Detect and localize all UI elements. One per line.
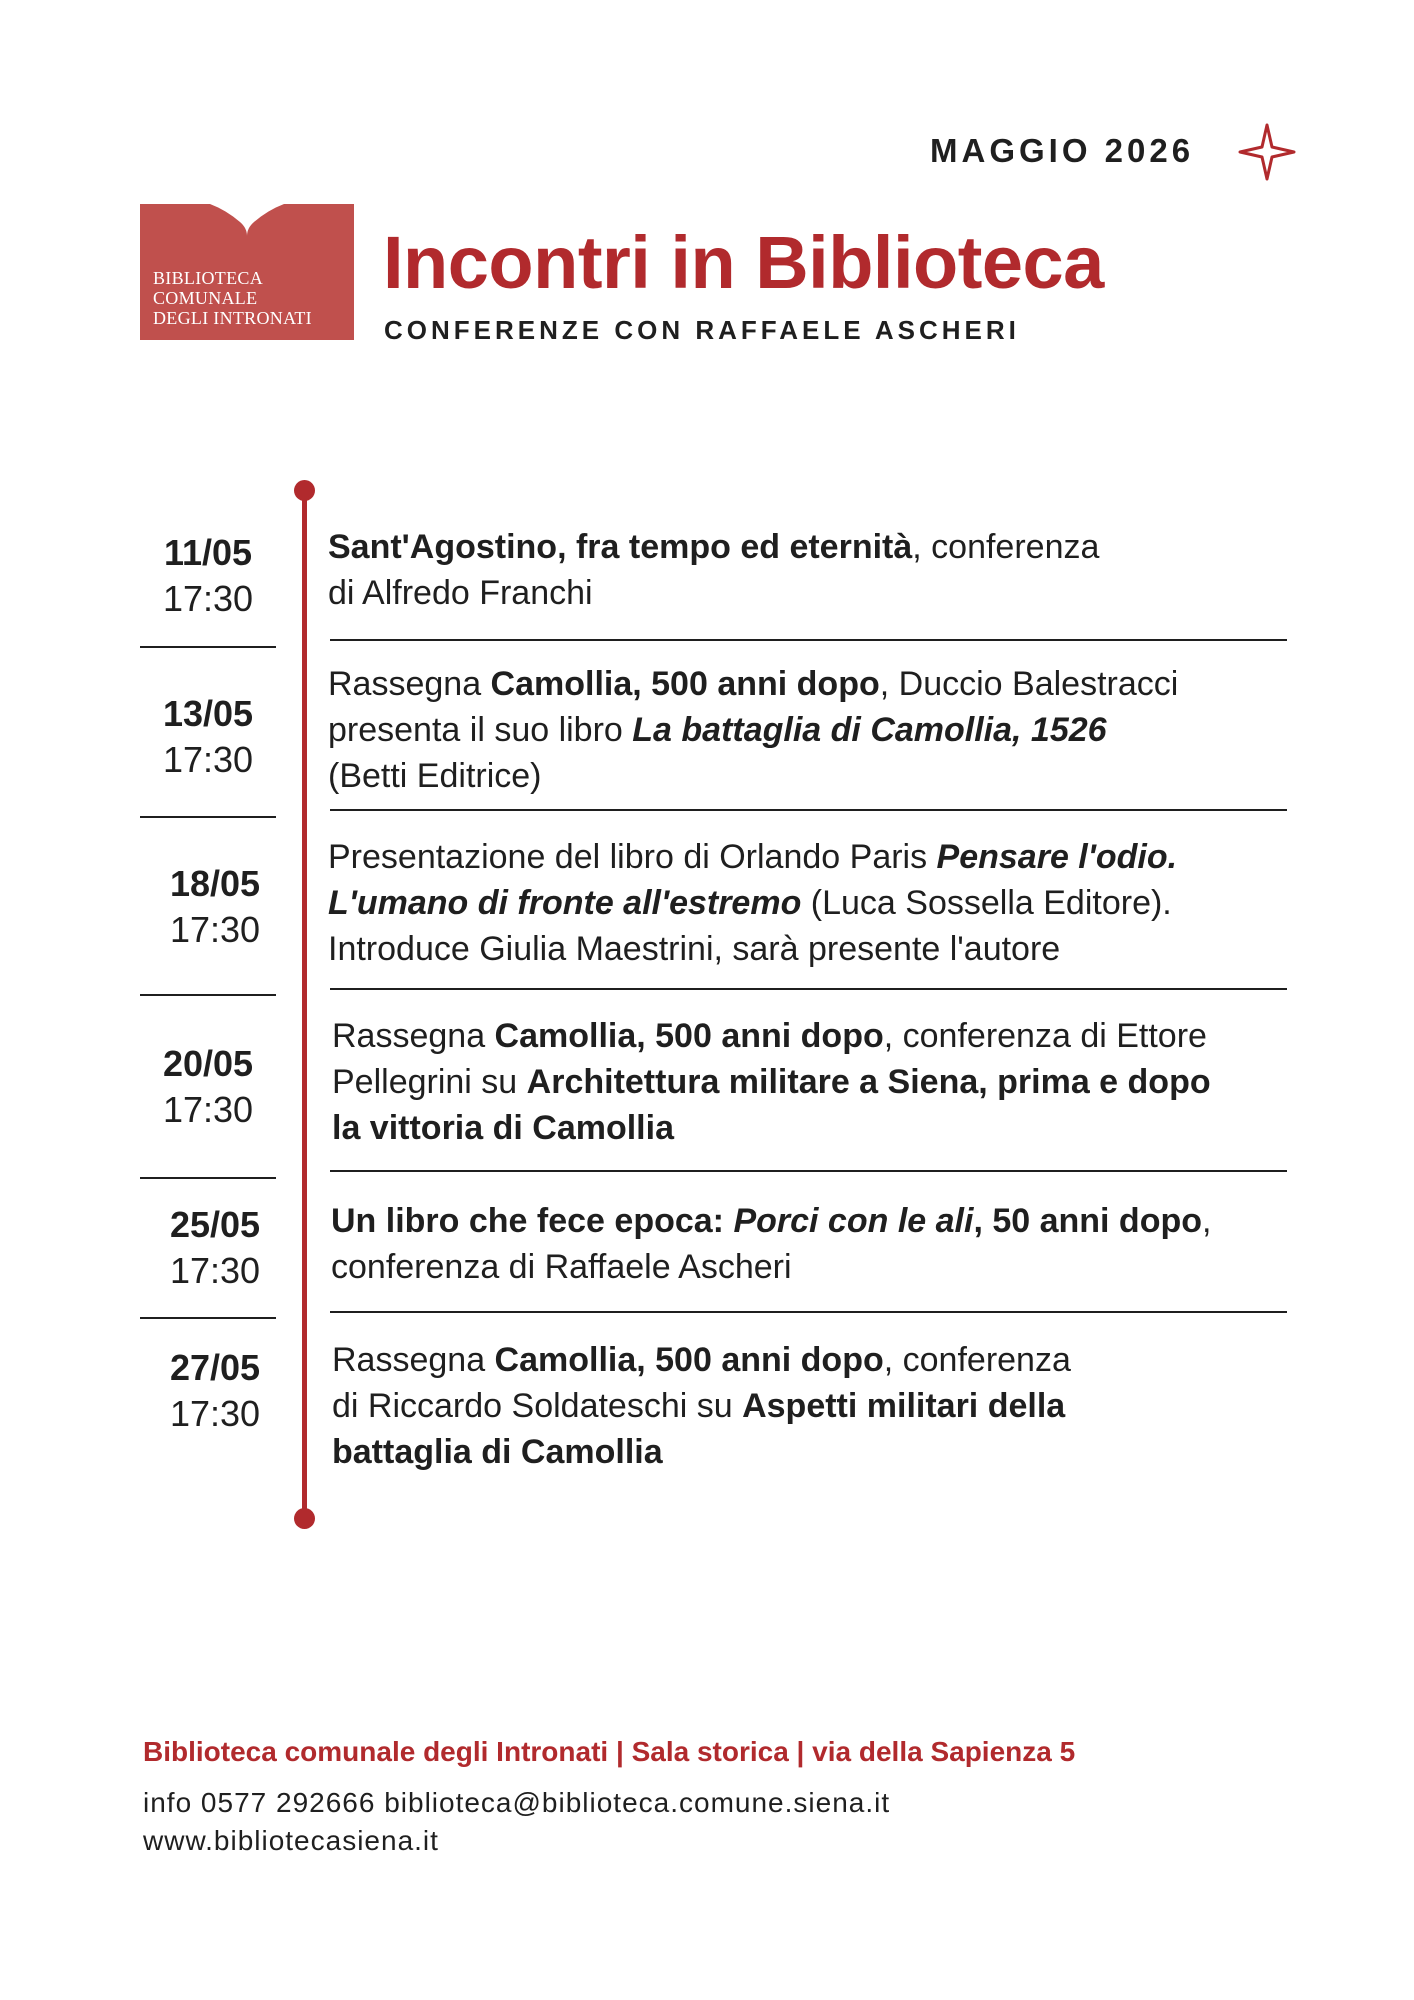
divider bbox=[140, 646, 276, 648]
event-date: 27/05 bbox=[169, 1347, 261, 1388]
event-description: Rassegna Camollia, 500 anni dopo, conferenza di Riccardo Soldateschi su Aspetti militari della battaglia di Camollia bbox=[332, 1341, 1071, 1471]
event-description: Rassegna Camollia, 500 anni dopo, Duccio Balestracci presenta il suo libro La battaglia di Camollia, 1526 (Betti Editrice) bbox=[328, 665, 1179, 795]
event-description: Un libro che fece epoca: Porci con le ali, 50 anni dopo, conferenza di Raffaele Ascheri bbox=[331, 1202, 1212, 1286]
event-time: 17:30 bbox=[162, 1089, 254, 1130]
event-description: Rassegna Camollia, 500 anni dopo, conferenza di Ettore Pellegrini su Architettura militare a Siena, prima e dopo la vittoria di Camollia bbox=[332, 1017, 1211, 1147]
event-time: 17:30 bbox=[169, 1250, 261, 1291]
event-description: Sant'Agostino, fra tempo ed eternità, conferenza di Alfredo Franchi bbox=[328, 528, 1100, 612]
event-time: 17:30 bbox=[162, 578, 254, 619]
footer-contact: info 0577 292666 biblioteca@biblioteca.comune.siena.it bbox=[143, 1787, 891, 1818]
event-date: 20/05 bbox=[162, 1043, 254, 1084]
divider bbox=[140, 994, 276, 996]
logo-line: BIBLIOTECA bbox=[153, 268, 263, 288]
event-date: 13/05 bbox=[162, 693, 254, 734]
divider bbox=[330, 809, 1287, 811]
divider bbox=[330, 1311, 1287, 1313]
timeline-start-dot bbox=[294, 480, 315, 501]
star-icon bbox=[1238, 123, 1296, 181]
footer-location: Biblioteca comunale degli Intronati | Sala storica | via della Sapienza 5 bbox=[143, 1736, 1076, 1767]
event-date: 25/05 bbox=[169, 1204, 261, 1245]
divider bbox=[140, 1317, 276, 1319]
event-time: 17:30 bbox=[169, 909, 261, 950]
event-time: 17:30 bbox=[162, 739, 254, 780]
divider bbox=[140, 816, 276, 818]
event-description: Presentazione del libro di Orlando Paris Pensare l'odio. L'umano di fronte all'estremo (Luca Sossella Editore). Introduce Giulia Maestrini, sarà presente l'autore bbox=[328, 838, 1178, 968]
logo-line: COMUNALE bbox=[153, 288, 258, 308]
timeline-end-dot bbox=[294, 1508, 315, 1529]
timeline-line bbox=[302, 490, 307, 1520]
month-label: MAGGIO 2026 bbox=[930, 132, 1195, 169]
divider bbox=[330, 988, 1287, 990]
divider bbox=[330, 1170, 1287, 1172]
page-subtitle: CONFERENZE CON RAFFAELE ASCHERI bbox=[384, 315, 1020, 345]
divider bbox=[330, 639, 1287, 641]
event-date: 18/05 bbox=[169, 863, 261, 904]
page-title: Incontri in Biblioteca bbox=[383, 221, 1104, 304]
divider bbox=[140, 1177, 276, 1179]
footer-website[interactable]: www.bibliotecasiena.it bbox=[143, 1825, 439, 1856]
event-time: 17:30 bbox=[169, 1393, 261, 1434]
logo-text bbox=[153, 268, 353, 328]
logo-line: DEGLI INTRONATI bbox=[153, 308, 312, 328]
event-date: 11/05 bbox=[163, 532, 253, 573]
footer-contact-block bbox=[143, 1784, 890, 1860]
